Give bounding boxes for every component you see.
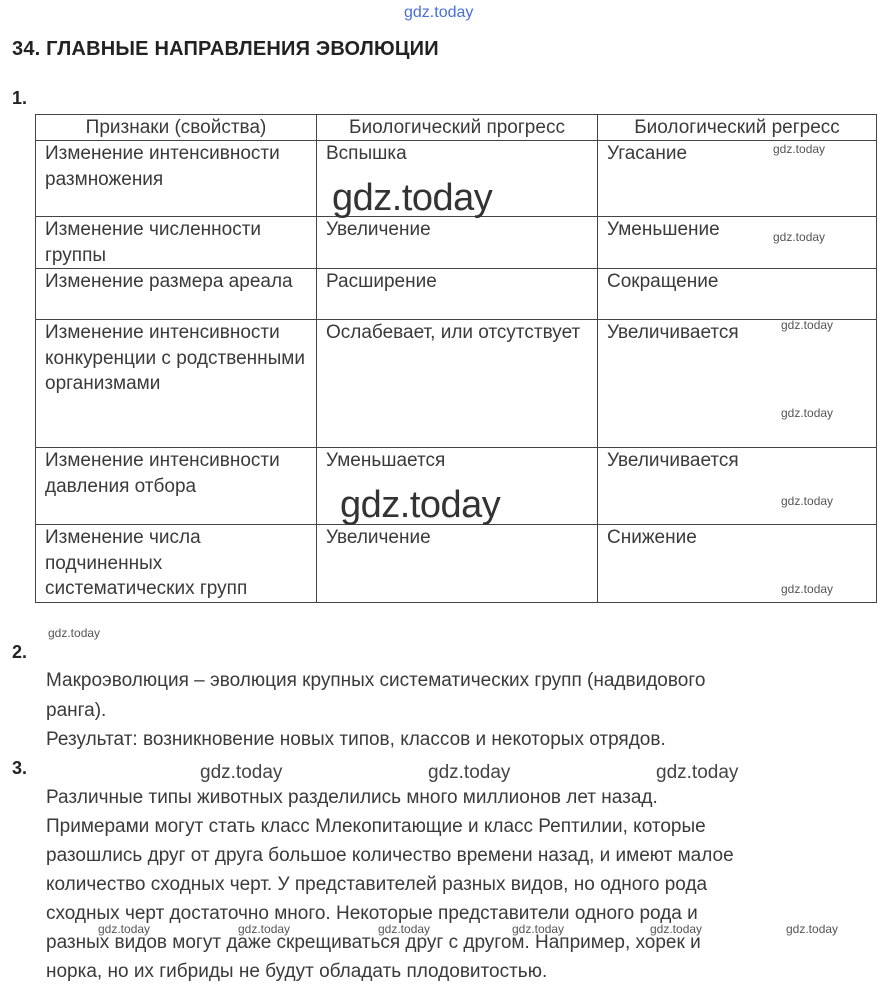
header-features: Признаки (свойства) xyxy=(36,115,317,141)
section-2-line: Результат: возникновение новых типов, классов и некоторых отрядов. xyxy=(46,729,666,750)
watermark-large: gdz.today xyxy=(332,177,493,219)
feature-cell: Изменение числа подчиненных систематических групп xyxy=(36,525,317,603)
watermark-small: gdz.today xyxy=(512,922,565,936)
table-header-row xyxy=(36,115,877,141)
section-2-line: ранга). xyxy=(46,700,107,721)
watermark-small: gdz.today xyxy=(781,406,834,420)
watermark-small: gdz.today xyxy=(378,922,431,936)
section-3-line: разных видов могут даже скрещиваться друг с другом. Например, хорек и xyxy=(46,932,701,953)
feature-cell: Изменение интенсивности давления отбора xyxy=(36,448,317,525)
section-3-number: 3. xyxy=(12,758,28,778)
feature-cell: Изменение размера ареала xyxy=(36,269,317,320)
regress-cell: Угасание xyxy=(598,141,877,217)
feature-cell: Изменение интенсивности размножения xyxy=(36,141,317,217)
header-regress: Биологический регресс xyxy=(598,115,877,141)
section-3-line: Примерами могут стать класс Млекопитающие и класс Рептилии, которые xyxy=(46,816,706,837)
watermark-large: gdz.today xyxy=(340,484,501,526)
watermark-medium: gdz.today xyxy=(656,762,739,783)
progress-cell: Увеличение xyxy=(317,525,598,603)
progress-cell: Увеличение xyxy=(317,217,598,269)
section-3-line: сходных черт достаточно много. Некоторые представители одного рода и xyxy=(46,903,698,924)
progress-cell: Расширение xyxy=(317,269,598,320)
progress-cell: Вспышка xyxy=(317,141,598,217)
watermark-small: gdz.today xyxy=(98,922,151,936)
progress-cell: Уменьшается xyxy=(317,448,598,525)
watermark-medium: gdz.today xyxy=(428,762,511,783)
section-3-line: разошлись друг от друга большое количество времени назад, и имеют малое xyxy=(46,845,734,866)
regress-cell: Увеличивается xyxy=(598,320,877,448)
watermark-small: gdz.today xyxy=(773,142,826,156)
section-3-line: норка, но их гибриды не будут обладать плодовитостью. xyxy=(46,961,548,982)
watermark-top: gdz.today xyxy=(404,4,474,21)
watermark-small: gdz.today xyxy=(48,626,101,640)
section-2-line: Макроэволюция – эволюция крупных систематических групп (надвидового xyxy=(46,670,706,691)
table-row xyxy=(36,217,877,269)
regress-cell: Увеличивается xyxy=(598,448,877,525)
regress-cell: Сокращение xyxy=(598,269,877,320)
watermark-small: gdz.today xyxy=(781,318,834,332)
table-row xyxy=(36,525,877,603)
section-3-line: Различные типы животных разделились много миллионов лет назад. xyxy=(46,787,658,808)
watermark-small: gdz.today xyxy=(238,922,291,936)
watermark-small: gdz.today xyxy=(650,922,703,936)
regress-cell: Снижение xyxy=(598,525,877,603)
section-2-number: 2. xyxy=(12,642,28,662)
table-row xyxy=(36,320,877,448)
watermark-small: gdz.today xyxy=(773,230,826,244)
regress-cell: Уменьшение xyxy=(598,217,877,269)
section-3-line: количество сходных черт. У представителей разных видов, но одного рода xyxy=(46,874,708,895)
section-1-number: 1. xyxy=(12,88,28,108)
watermark-small: gdz.today xyxy=(781,582,834,596)
watermark-small: gdz.today xyxy=(781,494,834,508)
page-title: 34. ГЛАВНЫЕ НАПРАВЛЕНИЯ ЭВОЛЮЦИИ xyxy=(12,38,439,60)
header-progress: Биологический прогресс xyxy=(317,115,598,141)
feature-cell: Изменение численности группы xyxy=(36,217,317,269)
feature-cell: Изменение интенсивности конкуренции с родственными организмами xyxy=(36,320,317,448)
progress-cell: Ослабевает, или отсутствует xyxy=(317,320,598,448)
watermark-small: gdz.today xyxy=(786,922,839,936)
watermark-medium: gdz.today xyxy=(200,762,283,783)
table-row xyxy=(36,269,877,320)
